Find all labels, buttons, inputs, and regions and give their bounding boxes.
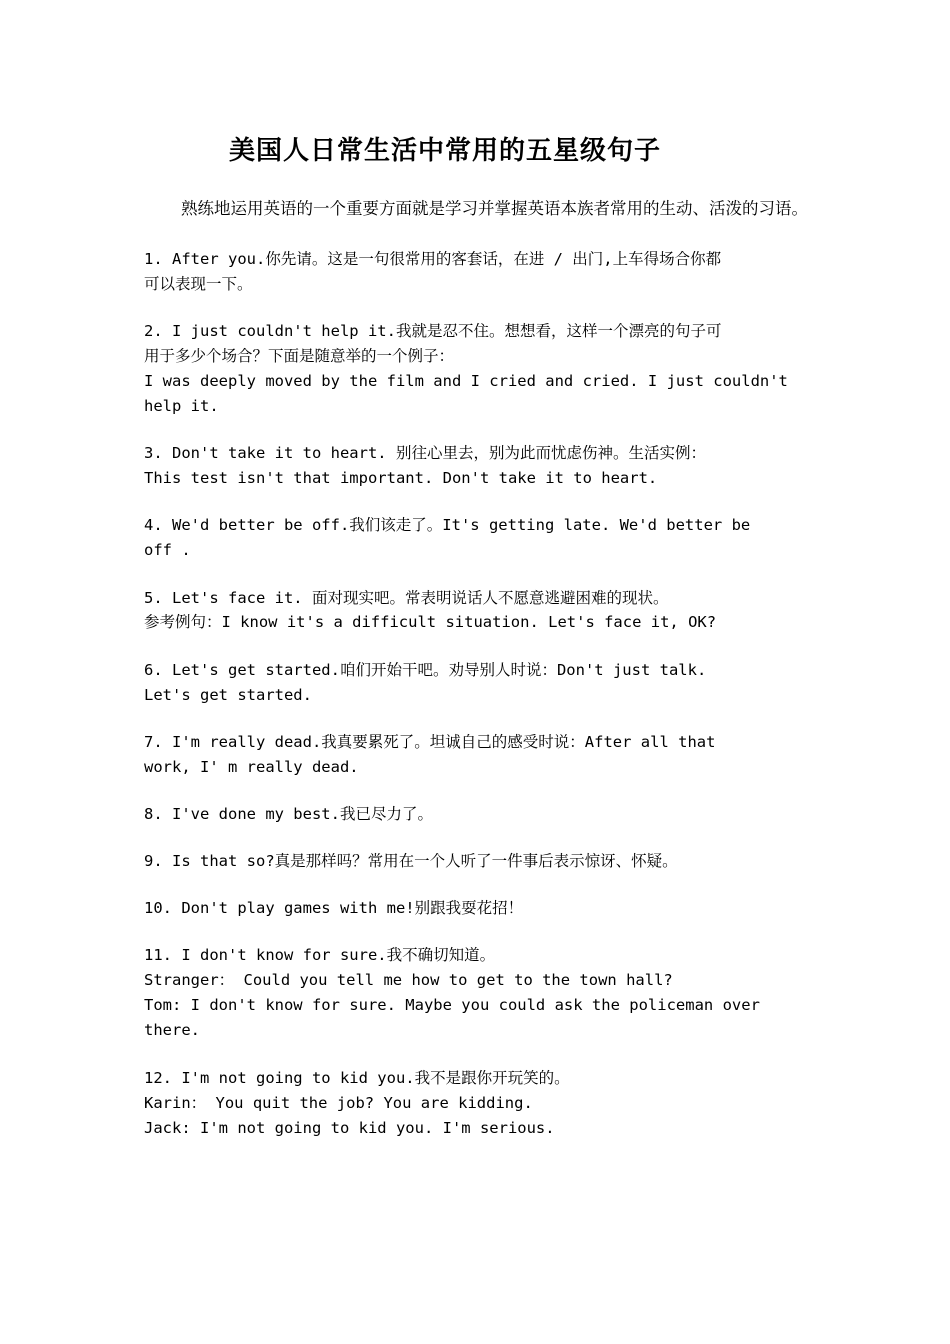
text-line: 12. I'm not going to kid you.我不是跟你开玩笑的。 [144, 1069, 570, 1087]
text-line: 参考例句：I know it's a difficult situation. Let's face it, OK? [144, 613, 717, 631]
page-title: 美国人日常生活中常用的五星级句子 [228, 136, 661, 166]
text-line: Stranger： Could you tell me how to get to the town hall? [144, 971, 673, 989]
intro-paragraph: 熟练地运用英语的一个重要方面就是学习并掌握英语本族者常用的生动、活泼的习语。 [181, 199, 808, 218]
text-line: This test isn't that important. Don't take it to heart. [144, 469, 658, 487]
text-line: 1. After you.你先请。这是一句很常用的客套话，在进 / 出门,上车得场合你都 [144, 250, 722, 268]
text-line: I was deeply moved by the film and I cried and cried. I just couldn't [144, 372, 788, 390]
text-line: 6. Let's get started.咱们开始干吧。劝导别人时说：Don't just talk. [144, 661, 707, 679]
text-line: off . [144, 541, 191, 559]
text-line: 11. I don't know for sure.我不确切知道。 [144, 946, 496, 964]
text-line: 9. Is that so?真是那样吗？常用在一个人听了一件事后表示惊讶、怀疑。 [144, 852, 678, 870]
text-line: work, I' m really dead. [144, 758, 359, 776]
text-line: 2. I just couldn't help it.我就是忍不住。想想看，这样一个漂亮的句子可 [144, 322, 722, 340]
text-line: Karin： You quit the job? You are kidding. [144, 1094, 533, 1112]
text-line: 10. Don't play games with me!别跟我耍花招！ [144, 899, 524, 917]
text-line: 3. Don't take it to heart. 别往心里去，别为此而忧虑伤神。生活实例： [144, 444, 706, 462]
text-line: there. [144, 1021, 200, 1039]
text-line: 5. Let's face it. 面对现实吧。常表明说话人不愿意逃避困难的现状。 [144, 589, 669, 607]
text-line: 8. I've done my best.我已尽力了。 [144, 805, 433, 823]
text-line: 7. I'm really dead.我真要累死了。坦诚自己的感受时说：After all that [144, 733, 716, 751]
text-line: Let's get started. [144, 686, 312, 704]
text-line: Jack: I'm not going to kid you. I'm serious. [144, 1119, 555, 1137]
text-line: 可以表现一下。 [144, 275, 253, 293]
text-line: help it. [144, 397, 219, 415]
text-line: 用于多少个场合？下面是随意举的一个例子： [144, 347, 455, 365]
text-line: Tom: I don't know for sure. Maybe you could ask the policeman over [144, 996, 760, 1014]
text-line: 4. We'd better be off.我们该走了。It's getting late. We'd better be [144, 516, 751, 534]
